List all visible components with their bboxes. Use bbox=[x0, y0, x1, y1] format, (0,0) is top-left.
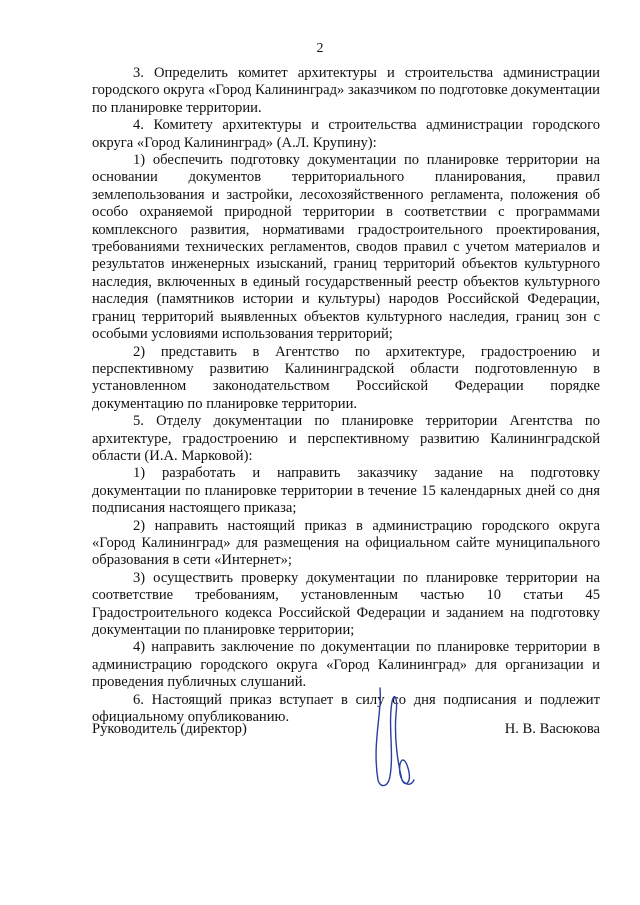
paragraph-5: 5. Отделу документации по планировке территории Агентства по архитектуре, градостроению и перспективному развитию Калининградской области (И.А. Марковой): bbox=[92, 413, 600, 464]
paragraph-5-item-1: 1) разработать и направить заказчику задание на подготовку документации по планировке территории в течение 15 календарных дней со дня подписания настоящего приказа; bbox=[92, 465, 600, 517]
signatory-name: Н. В. Васюкова bbox=[504, 721, 600, 737]
paragraph-5-item-3: 3) осуществить проверку документации по планировке территории на соответствие требованиям, установленным частью 10 статьи 45 Градостроительного кодекса Российской Федерации и заданием на подготовку документации по планировке территории; bbox=[92, 569, 600, 638]
paragraph-4-item-2: 2) представить в Агентство по архитектуре, градостроению и перспективному развитию Калининградской области подготовленную в установленном законодательством Российской Федерации порядке документацию по планировке территории. bbox=[92, 343, 600, 412]
page-number: 2 bbox=[316, 41, 324, 56]
paragraph-3: 3. Определить комитет архитектуры и строительства администрации городского округа «Город Калининград» заказчиком по подготовке документации по планировке территории. bbox=[92, 65, 600, 116]
handwritten-signature bbox=[358, 684, 428, 794]
paragraph-6: 6. Настоящий приказ вступает в силу со дня подписания и подлежит официальному опубликованию. bbox=[92, 691, 600, 726]
document-body bbox=[92, 65, 600, 726]
signature-stroke bbox=[376, 688, 414, 786]
paragraph-5-item-4: 4) направить заключение по документации по планировке территории в администрацию городского округа «Город Калининград» для организации и проведения публичных слушаний. bbox=[92, 639, 600, 691]
paragraph-4: 4. Комитету архитектуры и строительства администрации городского округа «Город Калининград» (А.Л. Крупину): bbox=[92, 117, 600, 151]
paragraph-4-item-1: 1) обеспечить подготовку документации по планировке территории на основании документов территориального планирования, правил землепользования и застройки, лесохозяйственного регламента, положения об особо охраняемой природной территории в соответствии с программами комплексного развития, нормативами градостроительного проектирования, требованиями технических регламентов, сводов правил с учетом материалов и результатов инженерных изысканий, границ территорий объектов культурного наследия, включенных в единый государственный реестр объектов культурного наследия (памятников истории и культуры) народов Российской Федерации, границ территорий выявленных объектов культурного наследия, границ зон с особыми условиями использования территорий; bbox=[92, 152, 600, 343]
signatory-title: Руководитель (директор) bbox=[92, 721, 247, 737]
paragraph-5-item-2: 2) направить настоящий приказ в администрацию городского округа «Город Калининград» для размещения на официальном сайте муниципального образования в сети «Интернет»; bbox=[92, 517, 600, 569]
